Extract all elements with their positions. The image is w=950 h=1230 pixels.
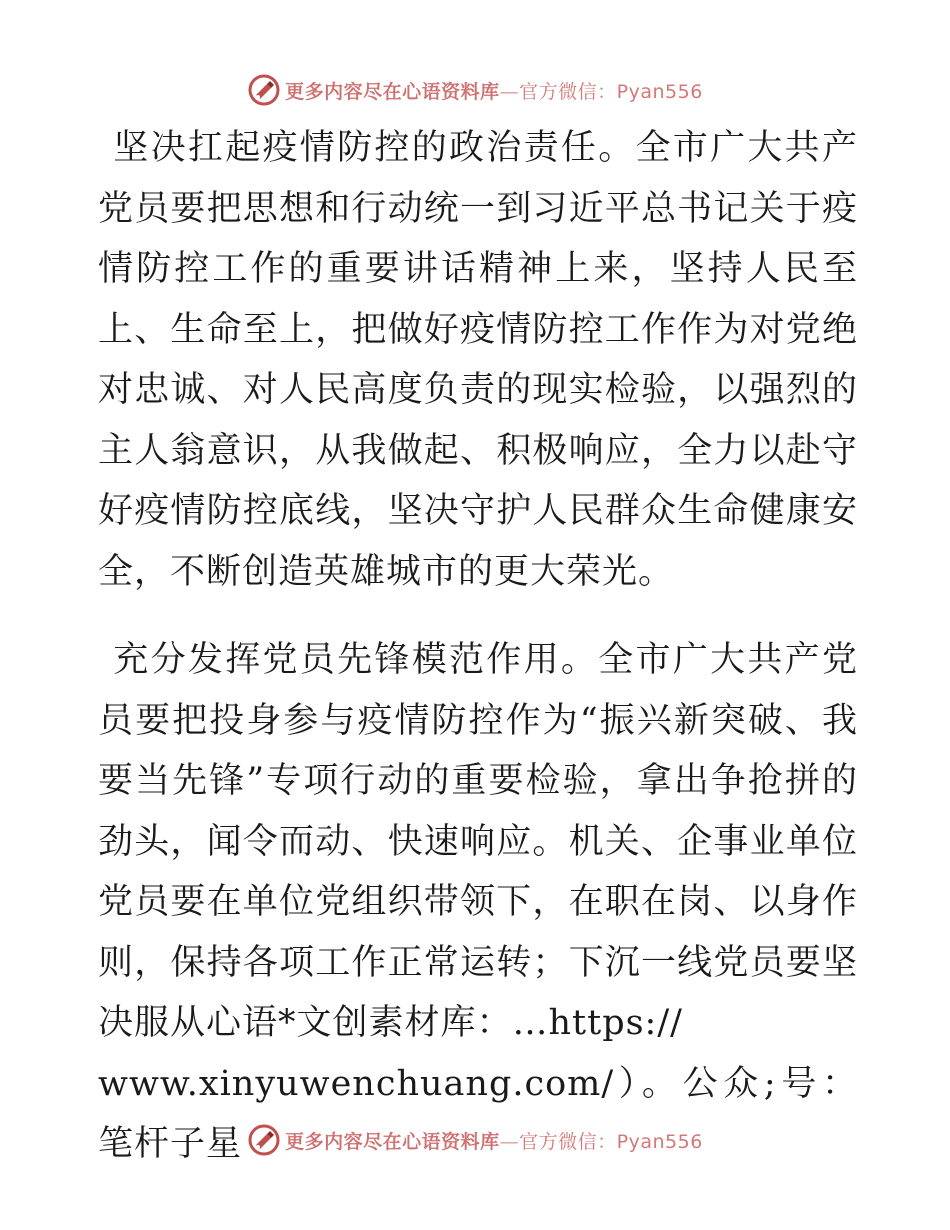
paragraph-line: www.xinyuwenchuang.com/）。公众;号：笔杆子星 bbox=[98, 1063, 858, 1164]
banner-main-text: 更多内容尽在心语资料库 bbox=[285, 80, 500, 103]
banner-wechat-text: 官方微信：Pyan556 bbox=[519, 80, 703, 103]
paragraph-line: 单位党组织带领下，在职在岗、以身作则，保持各 bbox=[98, 882, 858, 983]
paragraph-line: 项工作正常运转；下沉一线党员要坚决服从心语* bbox=[98, 942, 858, 1043]
paragraph-line: 坚决扛起疫情防控的政治责任。全市广大共产党 bbox=[98, 128, 858, 229]
paragraph-line: 闻令而动、快速响应。机关、企事业单位党员要在 bbox=[98, 821, 858, 922]
paragraph-2 bbox=[98, 630, 858, 1175]
paragraph-1 bbox=[98, 118, 858, 602]
document-body bbox=[98, 118, 858, 1175]
footer-banner bbox=[0, 1120, 950, 1160]
paragraph-line: 雄城市的更大荣光。 bbox=[350, 551, 675, 592]
banner-wechat-text: 官方微信：Pyan556 bbox=[519, 1130, 703, 1153]
banner-text bbox=[285, 1127, 703, 1154]
paragraph-line: 员要把思想和行动统一到习近平总书记关于疫情防 bbox=[98, 188, 858, 289]
banner-main-text: 更多内容尽在心语资料库 bbox=[285, 1130, 500, 1153]
paragraph-line: 线，坚决守护人民群众生命健康安全，不断创造英 bbox=[98, 491, 858, 592]
paragraph-line: 要把投身参与疫情防控作为“振兴新突破、我要当 bbox=[98, 700, 858, 801]
paragraph-line: 先锋”专项行动的重要检验，拿出争抢拼的劲头， bbox=[98, 761, 858, 862]
banner-separator: — bbox=[499, 1130, 520, 1153]
paragraph-line: 控工作的重要讲话精神上来，坚持人民至上、生命 bbox=[98, 249, 858, 350]
header-banner bbox=[0, 70, 950, 110]
red-seal-logo-icon bbox=[247, 1123, 281, 1157]
paragraph-line: 文创素材库：…https:// bbox=[296, 1003, 683, 1043]
paragraph-line: 至上，把做好疫情防控工作作为对党绝对忠诚、对 bbox=[98, 309, 858, 410]
paragraph-line: 从我做起、积极响应，全力以赴守好疫情防控底 bbox=[98, 430, 858, 531]
banner-text bbox=[285, 77, 703, 104]
red-seal-logo-icon bbox=[247, 73, 281, 107]
paragraph-line: 人民高度负责的现实检验，以强烈的主人翁意识， bbox=[98, 370, 858, 471]
paragraph-line: 充分发挥党员先锋模范作用。全市广大共产党员 bbox=[98, 640, 858, 741]
banner-separator: — bbox=[499, 80, 520, 103]
